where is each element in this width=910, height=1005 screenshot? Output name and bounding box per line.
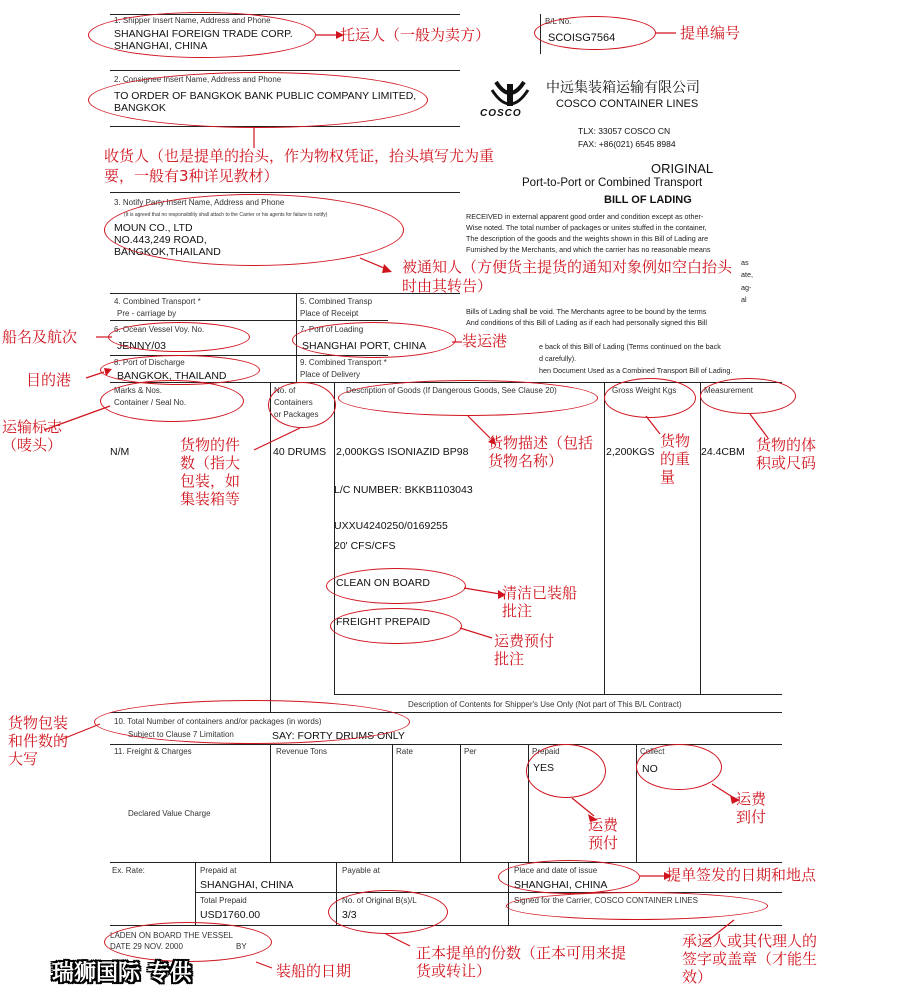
transport-type: Port-to-Port or Combined Transport	[522, 177, 703, 189]
annotation-laden-date: 装船的日期	[276, 962, 352, 980]
gross-weight-value: 2,200KGS	[606, 446, 655, 458]
total-packages-label: 10. Total Number of containers and/or packages (in words)	[114, 717, 322, 726]
terms-fragment: ate,	[741, 270, 753, 279]
annotation-consignee: 收货人（也是提单的抬头，作为物权凭证，抬头填写尤为重要，一般有3种详见教材）	[104, 147, 495, 185]
annotation-prepaid: 运费预付	[588, 816, 619, 852]
terms-fragment: ag-	[741, 283, 752, 292]
shipper-use-note: Description of Contents for Shipper's Use Only (Not part of This B/L Contract)	[408, 700, 682, 709]
port-of-discharge-label: 8. Port of Discharge	[114, 358, 185, 367]
bl-number-value: SCOISG7564	[548, 32, 616, 44]
annotation-total-packages: 货物包装和件数的大写	[8, 714, 69, 768]
terms-line: The description of the goods and the weights shown in this Bill of Lading are	[466, 234, 709, 243]
laden-date: DATE 29 NOV. 2000	[110, 942, 183, 951]
notify-line-3: BANGKOK,THAILAND	[114, 246, 221, 258]
consignee-line-2: BANGKOK	[114, 102, 166, 114]
bl-number-label: B/L No.	[545, 17, 572, 26]
consignee-line-1: TO ORDER OF BANGKOK BANK PUBLIC COMPANY LIMITED,	[114, 90, 417, 102]
annotation-marks: 运输标志（唛头）	[2, 418, 63, 454]
annotation-measurement: 货物的体积或尺码	[756, 436, 817, 472]
marks-label: Marks & Nos.	[114, 386, 163, 395]
packages-label-2: Containers	[274, 398, 313, 407]
receipt-sub: Place of Receipt	[300, 309, 359, 318]
shipper-label: 1. Shipper Insert Name, Address and Phone	[114, 16, 271, 25]
total-prepaid-value: USD1760.00	[200, 909, 261, 921]
receipt-label: 5. Combined Transp	[300, 297, 373, 306]
revenue-tons-label: Revenue Tons	[276, 747, 327, 756]
marks-sub-label: Container / Seal No.	[114, 398, 187, 407]
port-of-discharge-value: BANGKOK, THAILAND	[117, 370, 227, 382]
delivery-sub: Place of Delivery	[300, 370, 361, 379]
carrier-signature-label: Signed for the Carrier, COSCO CONTAINER LINES	[514, 896, 698, 905]
annotation-port-of-loading: 装运港	[462, 332, 508, 350]
annotation-description: 货物描述（包括货物名称）	[488, 434, 594, 470]
annotation-bl-number: 提单编号	[680, 24, 741, 42]
delivery-label: 9. Combined Transport *	[300, 358, 387, 367]
notify-line-2: NO.443,249 ROAD,	[114, 234, 207, 246]
annotation-packages: 货物的件数（指大包装，如集装箱等	[180, 436, 241, 508]
collect-label: Collect	[640, 747, 665, 756]
port-of-loading-value: SHANGHAI PORT, CHINA	[302, 340, 427, 352]
carrier-name-cn: 中远集装箱运输有限公司	[546, 80, 700, 96]
port-of-loading-label: 7. Port of Loading	[300, 325, 364, 334]
rate-label: Rate	[396, 747, 413, 756]
packages-label-1: No. of	[274, 386, 296, 395]
pre-carriage-label: 4. Combined Transport *	[114, 297, 201, 306]
description-label: Description of Goods (If Dangerous Goods, See Clause 20)	[346, 386, 557, 395]
total-packages-value: SAY: FORTY DRUMS ONLY	[272, 730, 405, 742]
prepaid-at-value: SHANGHAI, CHINA	[200, 879, 294, 891]
original-mark: ORIGINAL	[651, 161, 714, 176]
terms-line: d carefully).	[539, 354, 577, 363]
total-packages-sub: Subject to Clause 7 Limitation	[128, 730, 234, 739]
document-title: BILL OF LADING	[604, 194, 692, 206]
annotation-collect: 运费到付	[736, 790, 767, 826]
declared-value-label: Declared Value Charge	[128, 809, 211, 818]
notify-label: 3. Notify Party Insert Name, Address and Phone	[114, 198, 285, 207]
annotation-signature: 承运人或其代理人的签字或盖章（才能生效）	[682, 932, 818, 986]
watermark: 瑞狮国际 专供	[52, 961, 192, 986]
annotation-originals: 正本提单的份数（正本可用来提货或转让）	[416, 944, 627, 980]
terms-fragment: al	[741, 295, 747, 304]
consignee-label: 2. Consignee Insert Name, Address and Phone	[114, 75, 282, 84]
prepaid-value: YES	[533, 762, 555, 774]
exchange-rate-label: Ex. Rate:	[112, 866, 145, 875]
notify-note: (It is agreed that no responsibility shall attach to the Carrier or his agents for failure to notify)	[124, 212, 328, 218]
carrier-fax: FAX: +86(021) 6545 8984	[578, 139, 676, 149]
description-line: 2,000KGS ISONIAZID BP98	[336, 446, 469, 458]
terms-line: hen Document Used as a Combined Transport Bill of Lading.	[539, 366, 733, 375]
annotation-weight: 货物的重量	[660, 432, 691, 486]
description-line: L/C NUMBER: BKKB1103043	[334, 484, 473, 496]
originals-value: 3/3	[342, 909, 357, 921]
packages-label-3: or Packages	[274, 410, 319, 419]
laden-on-board-label: LADEN ON BOARD THE VESSEL	[110, 931, 233, 940]
annotation-vessel: 船名及航次	[2, 328, 78, 346]
marks-value: N/M	[110, 446, 130, 458]
annotation-shipper: 托运人（一般为卖方）	[340, 26, 491, 44]
annotation-port-of-discharge: 目的港	[26, 371, 72, 389]
payable-at-label: Payable at	[342, 866, 380, 875]
total-prepaid-label: Total Prepaid	[200, 896, 247, 905]
measurement-value: 24.4CBM	[701, 446, 745, 458]
carrier-name-en: COSCO CONTAINER LINES	[556, 98, 699, 110]
gross-weight-label: Gross Weight Kgs	[612, 386, 677, 395]
carrier-tlx: TLX: 33057 COSCO CN	[578, 126, 671, 136]
terms-line: RECEIVED in external apparent good order and condition except as other-	[466, 212, 704, 221]
issue-place-date-label: Place and date of issue	[514, 866, 598, 875]
prepaid-label: Prepaid	[532, 747, 560, 756]
shipper-line-2: SHANGHAI, CHINA	[114, 40, 208, 52]
annotation-notify: 被通知人（方便货主提货的通知对象例如空白抬头时由其转告）	[402, 258, 733, 295]
measurement-label: Measurement	[704, 386, 753, 395]
annotation-freight-prepaid: 运费预付批注	[494, 632, 555, 668]
clean-on-board-clause: CLEAN ON BOARD	[336, 577, 430, 589]
pre-carriage-sub: Pre - carriage by	[117, 309, 177, 318]
description-line: UXXU4240250/0169255	[334, 520, 448, 532]
vessel-label: 6. Ocean Vessel Voy. No.	[114, 325, 205, 334]
annotation-issue: 提单签发的日期和地点	[666, 866, 817, 884]
packages-value: 40 DRUMS	[273, 446, 327, 458]
originals-label: No. of Original B(s)/L	[342, 896, 417, 905]
annotation-clean-on-board: 清洁已装船批注	[502, 584, 578, 620]
terms-line: Bills of Lading shall be void. The Merchants agree to be bound by the terms	[466, 307, 707, 316]
terms-fragment: as	[741, 258, 749, 267]
freight-charges-label: 11. Freight & Charges	[114, 747, 192, 756]
issue-place-date-value: SHANGHAI, CHINA	[514, 879, 608, 891]
terms-line: Wise noted. The total number of packages or unites stuffed in the container,	[466, 223, 707, 232]
vessel-value: JENNY/03	[117, 340, 167, 352]
terms-line: e back of this Bill of Lading (Terms continued on the back	[539, 342, 721, 351]
laden-by: BY	[236, 942, 247, 951]
prepaid-at-label: Prepaid at	[200, 866, 237, 875]
terms-line: And conditions of this Bill of Lading as if each had personally signed this Bill	[466, 318, 707, 327]
per-label: Per	[464, 747, 477, 756]
notify-line-1: MOUN CO., LTD	[114, 222, 193, 234]
cosco-logo-text: COSCO	[480, 108, 522, 119]
terms-line: Furnished by the Merchants, and which the carrier has no reasonable means	[466, 245, 711, 254]
description-line: 20' CFS/CFS	[334, 540, 396, 552]
collect-value: NO	[642, 763, 658, 775]
freight-prepaid-clause: FREIGHT PREPAID	[336, 616, 431, 628]
shipper-line-1: SHANGHAI FOREIGN TRADE CORP.	[114, 28, 293, 40]
